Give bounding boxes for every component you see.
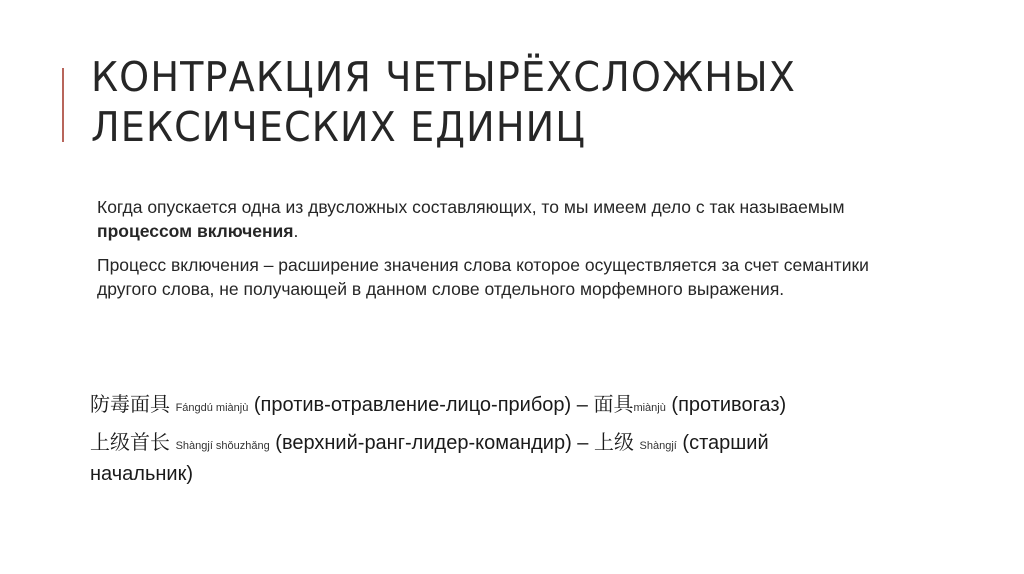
title-accent-bar [62,68,64,142]
example1-gloss-short: (противогаз) [665,394,787,416]
example2-hanzi-full: 上级首长 [90,430,170,454]
paragraph-inclusion-intro [97,195,897,243]
paragraph1-text: Когда опускается одна из двусложных составляющих, то мы имеем дело с так называемым [97,197,845,217]
paragraph-inclusion-definition: Процесс включения – расширение значения слова которое осуществляется за счет семантики другого слова, не получающей в данном слове отдельного морфемного выражения. [97,255,869,299]
example2-gloss-full: (верхний-ранг-лидер-командир) – [269,432,594,454]
title-line-2: ЛЕКСИЧЕСКИХ ЕДИНИЦ [91,103,586,151]
example2-gloss-short: (старший начальник) [90,432,769,485]
example-2 [90,428,870,488]
title-line-1: КОНТРАКЦИЯ ЧЕТЫРЁХСЛОЖНЫХ [91,53,797,101]
example1-gloss-full: (против-отравление-лицо-прибор) – [248,394,594,416]
paragraph1-bold-term: процессом включения [97,221,294,241]
example2-hanzi-short: 上级 [593,430,634,454]
example1-hanzi-short: 面具 [593,392,634,416]
example1-pinyin-short: miànjù [633,402,666,414]
example2-pinyin-full: Shàngjí shǒuzhǎng [175,440,270,452]
examples-block [90,390,870,494]
example1-hanzi-full: 防毒面具 [90,392,170,416]
slide-title [91,52,909,152]
paragraph1-end: . [293,221,299,241]
slide-body [97,195,897,311]
example-1 [90,390,870,422]
example1-pinyin-full: Fángdú miànjù [175,402,249,414]
example2-pinyin-short: Shàngjí [639,440,677,452]
